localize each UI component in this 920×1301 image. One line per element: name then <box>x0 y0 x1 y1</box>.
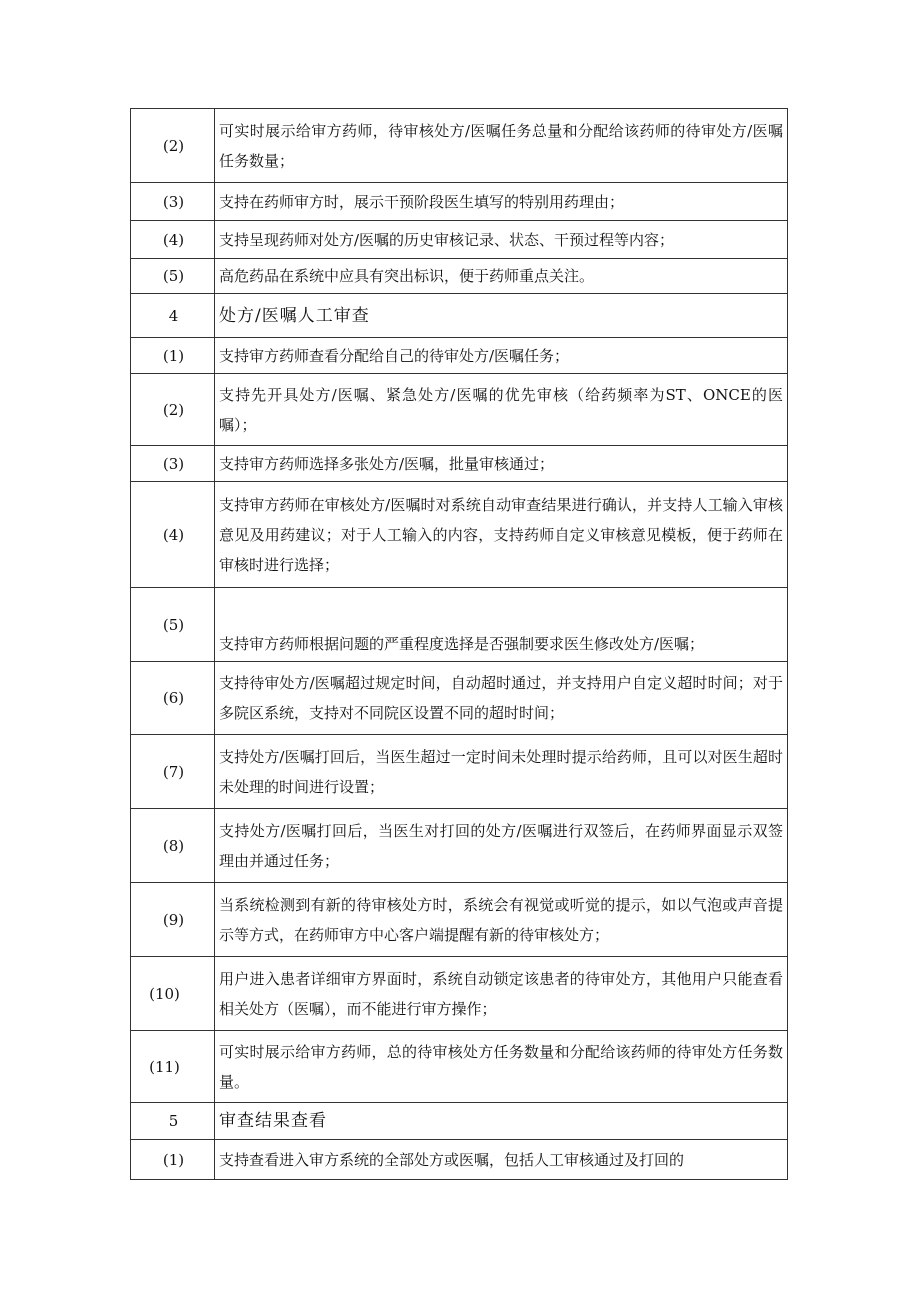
row-number: (4) <box>131 221 215 259</box>
row-text: 当系统检测到有新的待审核处方时，系统会有视觉或听觉的提示，如以气泡或声音提示等方式，在药师审方中心客户端提醒有新的待审核处方； <box>215 883 788 957</box>
row-number: (9) <box>131 883 215 957</box>
requirements-table <box>130 108 788 1180</box>
table-row <box>131 338 788 374</box>
section-number: 5 <box>131 1103 215 1140</box>
row-text: 支持呈现药师对处方/医嘱的历史审核记录、状态、干预过程等内容； <box>215 221 788 259</box>
row-text: 用户进入患者详细审方界面时，系统自动锁定该患者的待审处方，其他用户只能查看相关处方（医嘱），而不能进行审方操作； <box>215 957 788 1031</box>
row-number: (5) <box>131 588 215 662</box>
table-row <box>131 374 788 446</box>
row-text: 支持审方药师查看分配给自己的待审处方/医嘱任务； <box>215 338 788 374</box>
table-row <box>131 809 788 883</box>
section-row <box>131 1103 788 1140</box>
row-text: 可实时展示给审方药师，待审核处方/医嘱任务总量和分配给该药师的待审处方/医嘱任务数量； <box>215 109 788 183</box>
row-number: (4) <box>131 482 215 588</box>
table-row <box>131 735 788 809</box>
row-text: 支持处方/医嘱打回后，当医生超过一定时间未处理时提示给药师，且可以对医生超时未处理的时间进行设置； <box>215 735 788 809</box>
table-row <box>131 588 788 662</box>
section-number: 4 <box>131 294 215 338</box>
table-row <box>131 482 788 588</box>
table-row <box>131 109 788 183</box>
row-number: (3) <box>131 183 215 221</box>
section-title: 处方/医嘱人工审查 <box>215 294 788 338</box>
row-text: 支持处方/医嘱打回后，当医生对打回的处方/医嘱进行双签后，在药师界面显示双签理由并通过任务； <box>215 809 788 883</box>
section-row <box>131 294 788 338</box>
row-number: (8) <box>131 809 215 883</box>
row-number: (1) <box>131 1140 215 1180</box>
table-row <box>131 446 788 482</box>
row-text: 支持查看进入审方系统的全部处方或医嘱，包括人工审核通过及打回的 <box>215 1140 788 1180</box>
table-row <box>131 221 788 259</box>
row-text: 支持先开具处方/医嘱、紧急处方/医嘱的优先审核（给药频率为ST、ONCE的医嘱）； <box>215 374 788 446</box>
row-number: (6) <box>131 662 215 735</box>
row-text: 支持在药师审方时，展示干预阶段医生填写的特别用药理由； <box>215 183 788 221</box>
row-number: (3) <box>131 446 215 482</box>
row-number: (7) <box>131 735 215 809</box>
row-number: (1) <box>131 338 215 374</box>
section-title: 审查结果查看 <box>215 1103 788 1140</box>
row-text-content: 支持审方药师根据问题的严重程度选择是否强制要求医生修改处方/医嘱； <box>219 635 705 653</box>
table-row <box>131 662 788 735</box>
table-row <box>131 883 788 957</box>
row-number: (2) <box>131 109 215 183</box>
row-text: 可实时展示给审方药师，总的待审核处方任务数量和分配给该药师的待审处方任务数量。 <box>215 1031 788 1103</box>
row-number: (10) <box>131 957 215 1031</box>
row-text: 高危药品在系统中应具有突出标识，便于药师重点关注。 <box>215 259 788 294</box>
row-number: (2) <box>131 374 215 446</box>
row-number: (11) <box>131 1031 215 1103</box>
table-row <box>131 957 788 1031</box>
row-text: 支持审方药师选择多张处方/医嘱，批量审核通过； <box>215 446 788 482</box>
table-row <box>131 259 788 294</box>
table-row <box>131 1031 788 1103</box>
row-text: 支持审方药师在审核处方/医嘱时对系统自动审查结果进行确认，并支持人工输入审核意见及用药建议；对于人工输入的内容，支持药师自定义审核意见模板，便于药师在审核时进行选择； <box>215 482 788 588</box>
row-number: (5) <box>131 259 215 294</box>
table-row <box>131 1140 788 1180</box>
row-text <box>215 588 788 662</box>
blank-line <box>219 599 783 629</box>
row-text: 支持待审处方/医嘱超过规定时间，自动超时通过，并支持用户自定义超时时间；对于多院区系统，支持对不同院区设置不同的超时时间； <box>215 662 788 735</box>
table-row <box>131 183 788 221</box>
